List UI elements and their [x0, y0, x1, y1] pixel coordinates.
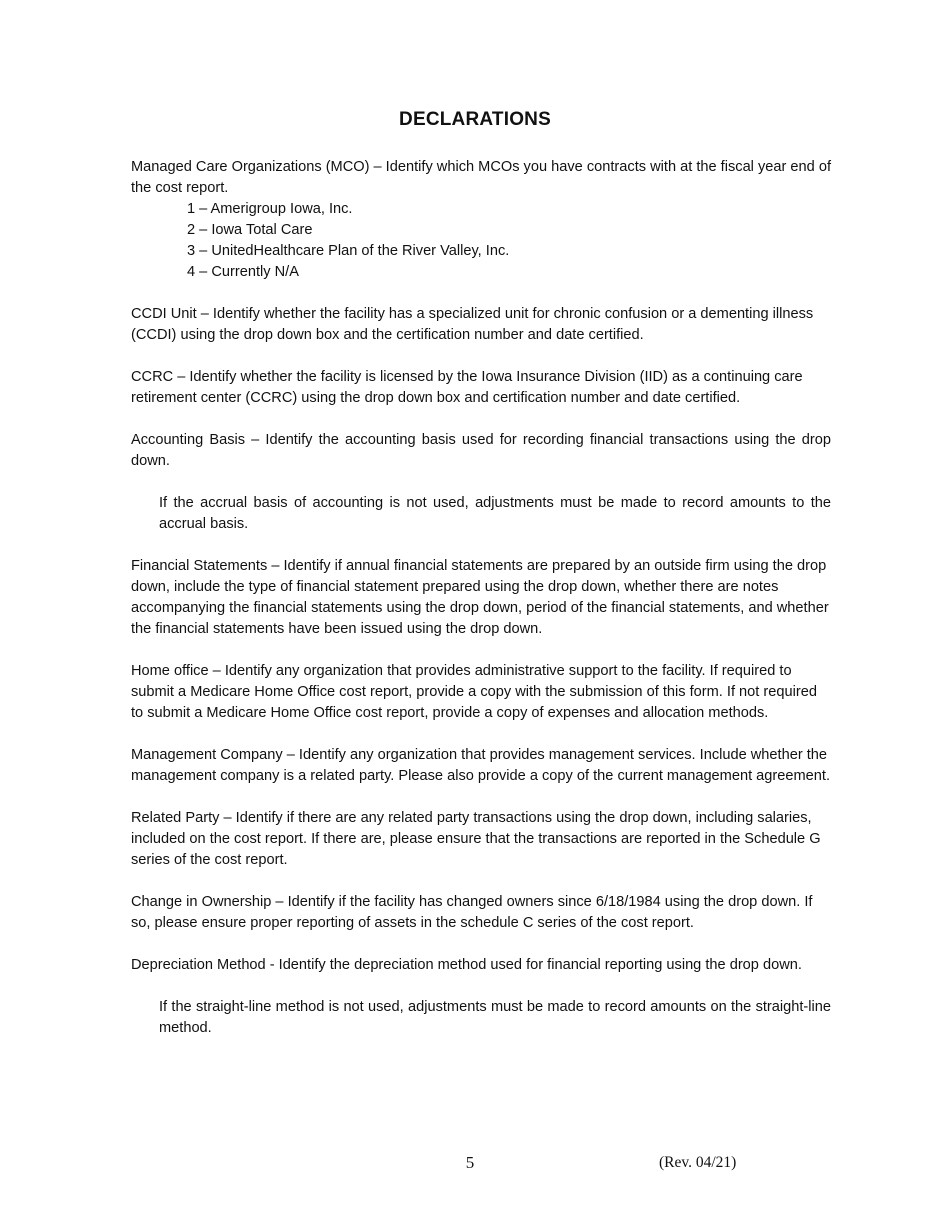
mco-paragraph: Managed Care Organizations (MCO) – Identify which MCOs you have contracts with at the fiscal year end of the cost report.	[131, 159, 832, 196]
mco-section	[131, 157, 831, 283]
page-number: 5	[465, 1153, 475, 1172]
ccdi-paragraph: CCDI Unit – Identify whether the facility has a specialized unit for chronic confusion or a dementing illness (CCDI) using the drop down box and the certification number and date certified.	[131, 306, 814, 343]
mco-list-item: 3 – UnitedHealthcare Plan of the River Valley, Inc.	[187, 243, 510, 259]
page-title: DECLARATIONS	[399, 109, 551, 130]
home-office-paragraph: Home office – Identify any organization that provides administrative support to the facility. If required to submit a Medicare Home Office cost report, provide a copy with the submission of this form. If not required to submit a Medicare Home Office cost report, provide a copy of expenses and allocation methods.	[131, 663, 817, 721]
depreciation-method-paragraph: Depreciation Method - Identify the depreciation method used for financial reporting using the drop down.	[131, 957, 802, 973]
change-in-ownership-paragraph: Change in Ownership – Identify if the facility has changed owners since 6/18/1984 using the drop down. If so, please ensure proper reporting of assets in the schedule C series of the cost report.	[131, 894, 813, 931]
financial-statements-paragraph: Financial Statements – Identify if annual financial statements are prepared by an outside firm using the drop down, include the type of financial statement prepared using the drop down, whether there are notes accompanying the financial statements using the drop down, period of the financial statements, and whether the financial statements have been issued using the drop down.	[131, 558, 829, 637]
accounting-basis-note: If the accrual basis of accounting is not used, adjustments must be made to record amounts to the accrual basis.	[159, 495, 831, 532]
depreciation-method-note: If the straight-line method is not used, adjustments must be made to record amounts on the straight-line method.	[159, 999, 831, 1036]
mco-list	[131, 199, 831, 283]
mco-list-item: 1 – Amerigroup Iowa, Inc.	[187, 201, 353, 217]
revision-label: (Rev. 04/21)	[659, 1154, 737, 1171]
declarations-body	[131, 157, 831, 1060]
mco-list-item: 2 – Iowa Total Care	[187, 222, 313, 238]
mco-list-item: 4 – Currently N/A	[187, 264, 299, 280]
management-company-paragraph: Management Company – Identify any organization that provides management services. Include whether the management company is a related party. Please also provide a copy of the current management agreement.	[131, 747, 830, 784]
accounting-basis-paragraph: Accounting Basis – Identify the accounting basis used for recording financial transactions using the drop down.	[131, 432, 831, 469]
related-party-paragraph: Related Party – Identify if there are any related party transactions using the drop down, including salaries, included on the cost report. If there are, please ensure that the transactions are reported in the Schedule G series of the cost report.	[131, 810, 821, 868]
ccrc-paragraph: CCRC – Identify whether the facility is licensed by the Iowa Insurance Division (IID) as a continuing care retirement center (CCRC) using the drop down box and certification number and date certified.	[131, 369, 803, 406]
